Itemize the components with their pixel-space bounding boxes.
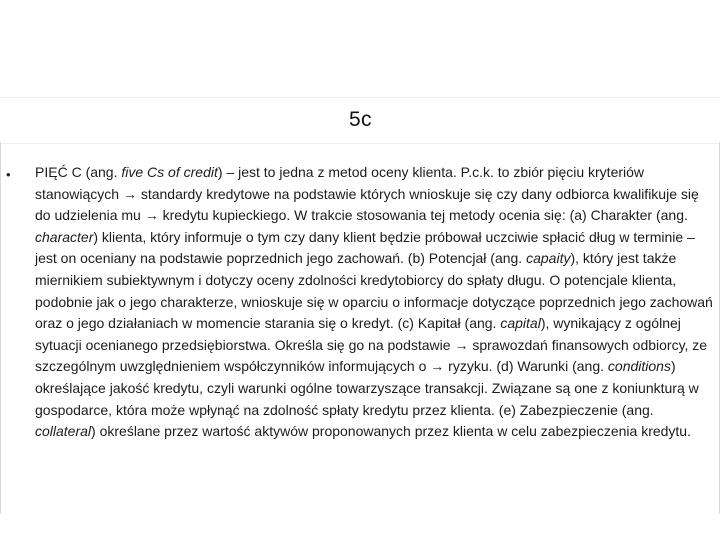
text-segment: standardy kredytowe na podstawie których wnioskuje się czy dany odbiorca kwalifikuje się do udzielenia mu: [35, 185, 699, 224]
text-segment: ) określające jakość kredytu, czyli warunki ogólne towarzyszące transakcji. Związane są one z koniunkturą w gospodarce, która może wpłynąć na zdolność spłaty kredytu przez klienta. (e) Zabezpieczenie (ang.: [35, 358, 699, 418]
right-arrow-icon: →: [430, 358, 445, 375]
text-segment: ) – jest to jedna z metod oceny klienta. P.c.k. to zbiór pięciu kryteriów stanowiących: [35, 164, 645, 202]
text-segment: ), wynikający z ogólnej sytuacji ocenianego przedsiębiorstwa. Określa się go na podstawie: [35, 315, 681, 353]
text-segment: sprawozdań finansowych odbiorcy, ze szczególnym uwzględnieniem współczynników informujących o: [35, 336, 708, 375]
text-segment: ), który jest także miernikiem subiektywnym i dotyczy oceny zdolności kredytobiorcy do spłaty długu. O potencjale klienta, podobnie jak o jego charakterze, wnioskuje się w oparciu o informacje dotyczące poprzednich jego zachowań oraz o jego działaniach w momencie starania się o kredyt. (c) Kapitał (ang.: [35, 250, 713, 332]
right-arrow-icon: →: [144, 207, 159, 224]
text-segment-italic: character: [35, 228, 94, 245]
slide-title: 5c: [349, 108, 372, 131]
right-arrow-icon: →: [122, 185, 137, 202]
bullet-icon: •: [6, 167, 11, 182]
text-segment: ) określane przez wartość aktywów proponowanych przez klienta w celu zabezpieczenia kredytu.: [91, 423, 691, 440]
text-segment-italic: capaity: [526, 250, 571, 267]
right-arrow-icon: →: [454, 336, 469, 353]
text-segment-italic: capital: [500, 315, 541, 332]
text-segment-italic: collateral: [35, 423, 92, 440]
body-paragraph: [35, 162, 718, 443]
text-segment: kredytu kupieckiego. W trakcie stosowania tej metody ocenia się: (a) Charakter (ang.: [158, 207, 688, 224]
text-segment: ) klienta, który informuje o tym czy dany klient będzie próbował uczciwie spłacić dług w terminie – jest on oceniany na podstawie poprzednich jego zachowań. (b) Potencjał (ang.: [35, 228, 695, 267]
left-divider: [0, 142, 1, 514]
text-segment-italic: five Cs of credit: [121, 164, 218, 180]
text-segment: ryzyku. (d) Warunki (ang.: [444, 358, 608, 375]
text-segment: PIĘĆ C (ang.: [35, 164, 122, 180]
text-segment-italic: conditions: [607, 358, 671, 375]
